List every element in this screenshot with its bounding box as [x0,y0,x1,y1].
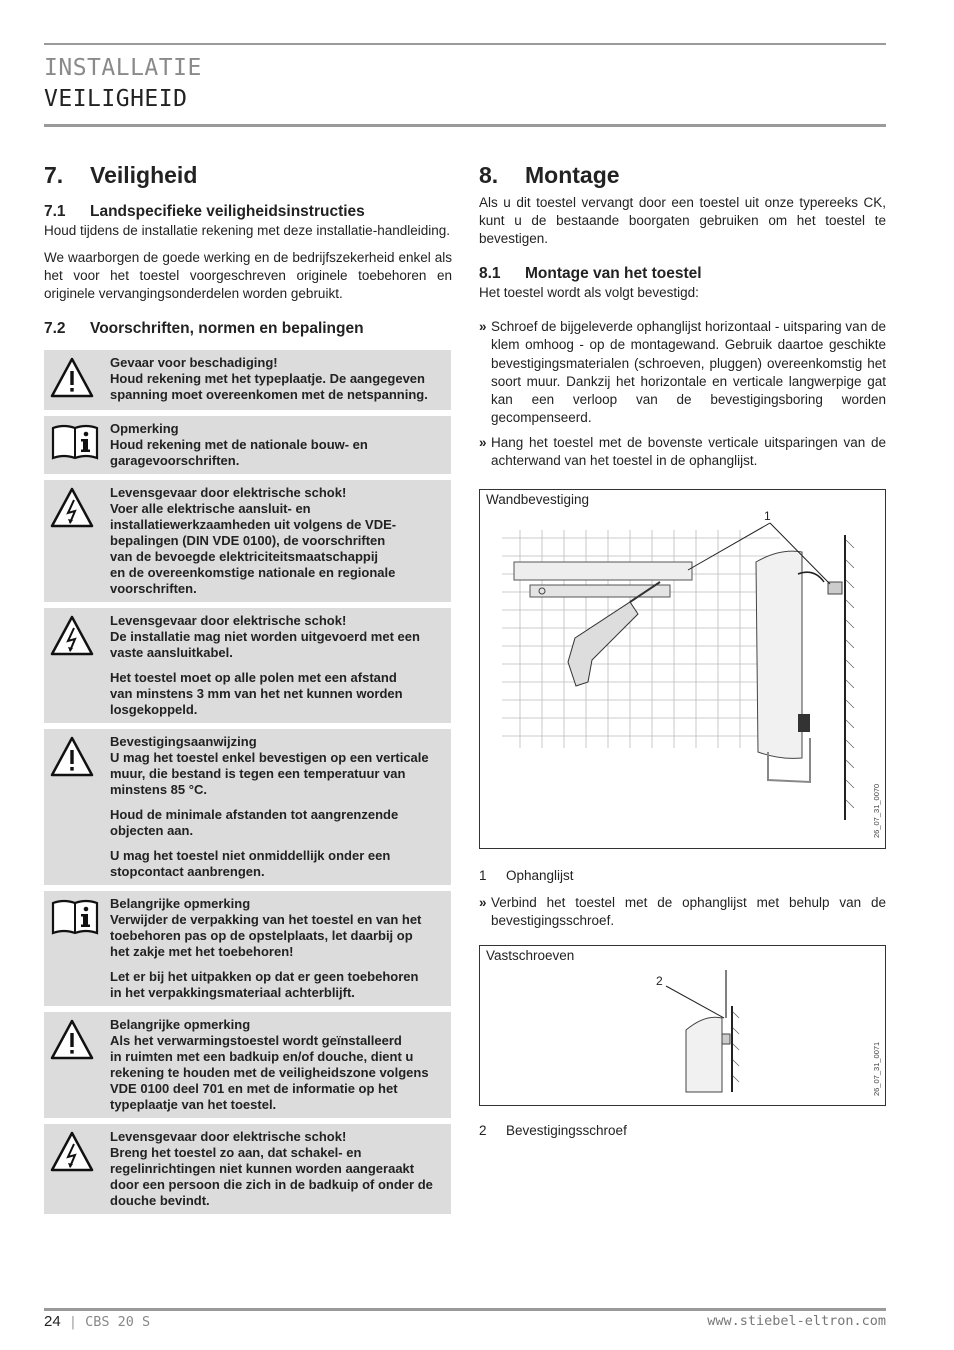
safety-notice [44,608,451,723]
safety-notice-line: douche bevindt. [110,1193,210,1208]
wall-mounting-illustration [480,490,885,848]
figure-screw-fastening [479,945,886,1106]
safety-notice-line: Levensgevaar door elektrische schok! [110,1129,347,1144]
safety-notice-line: U mag het toestel enkel bevestigen op een verticale [110,750,429,765]
figure-legend: 2 Bevestigingsschroef [479,1123,627,1138]
safety-notice-line: De installatie mag niet worden uitgevoerd met een [110,629,420,644]
info-book-icon [50,896,102,1001]
subsection-heading-7-1: 7.1 Landspecifieke veiligheidsinstructies [44,203,365,220]
safety-notice-text [102,485,396,597]
figure-code: 26_07_31_0070 [872,783,881,838]
safety-notice [44,729,451,885]
safety-notice-line: Levensgevaar door elektrische schok! [110,613,347,628]
instruction-step: » Schroef de bijgeleverde ophanglijst horizontaal - uitsparing van de klem omhoog - op de montagewand. Gebruik daartoe geschikte bevestigingsmaterialen (schroeven, pluggen) overeenkomstig het soort muur. Dankzij het horizontale en verticale langwerpige gat kan een verloop van de bevestigingsboring worden gecompenseerd. [479,319,886,426]
electric-shock-icon [50,485,102,597]
safety-notice-line: bepalingen (DIN VDE 0100), de voorschriften [110,533,386,548]
safety-notice-text [102,1129,433,1209]
safety-notice-line: Als het verwarmingstoestel wordt geïnstalleerd [110,1033,402,1048]
screw-fastening-illustration [480,946,885,1105]
safety-notice [44,480,451,602]
instruction-step: » Hang het toestel met de bovenste verticale uitsparingen van de achterwand van het toestel in de ophanglijst. [479,434,886,469]
safety-notice-text [102,734,429,880]
safety-notice-line: objecten aan. [110,823,194,838]
safety-notice-line: in ruimten met een badkuip en/of douche, dient u [110,1049,414,1064]
safety-notice-line: regelinrichtingen niet kunnen worden aangeraakt [110,1161,415,1176]
safety-notice-text [102,896,421,1001]
safety-notice-line: U mag het toestel niet onmiddellijk onder een [110,848,391,863]
warning-icon [50,734,102,880]
safety-notice-line: rekening te houden met de veiligheidszone volgens [110,1065,429,1080]
safety-notice-line: in het verpakkingsmateriaal achterblijft. [110,985,355,1000]
warning-icon [50,355,102,405]
left-column [44,160,452,1220]
safety-notice-line: stopcontact aanbrengen. [110,864,265,879]
safety-notice-line: installatiewerkzaamheden uit volgens de VDE- [110,517,397,532]
safety-notice-line: losgekoppeld. [110,702,198,717]
safety-notice-line: garagevoorschriften. [110,453,240,468]
safety-notice-line: VDE 0100 deel 701 en met de informatie op het [110,1081,398,1096]
paragraph: Houd tijdens de installatie rekening met deze installatie-handleiding. [44,223,451,238]
electric-shock-icon [50,1129,102,1209]
figure-code: 26_07_31_0071 [872,1041,881,1096]
paragraph: Het toestel wordt als volgt bevestigd: [479,285,699,300]
safety-notice [44,350,451,410]
safety-notice-text [102,355,428,405]
safety-notice-line: Opmerking [110,421,179,436]
paragraph: Als u dit toestel vervangt door een toestel uit onze typereeks CK, kunt u de bestaande boorgaten gebruiken om het toestel te bevestigen. [479,195,886,246]
safety-notice-line: Let er bij het uitpakken op dat er geen toebehoren [110,969,419,984]
safety-notice-line: Houd rekening met het typeplaatje. De aangegeven [110,371,425,386]
safety-notice-text [102,421,368,469]
safety-notice-line: Houd rekening met de nationale bouw- en [110,437,368,452]
website-link[interactable]: www.stiebel-eltron.com [707,1313,886,1329]
safety-notice-line: door een persoon die zich in de badkuip of onder de [110,1177,433,1192]
safety-notice-text [102,1017,429,1113]
model-name: CBS 20 S [85,1314,151,1330]
safety-notice-line: minstens 85 °C. [110,782,207,797]
safety-notice-line: Houd de minimale afstanden tot aangrenzende [110,807,399,822]
safety-notice-line: en de overeenkomstige nationale en regionale [110,565,396,580]
section-heading-8: 8. Montage [479,162,620,188]
right-column [479,160,886,470]
page-title: VEILIGHEID [44,86,188,112]
safety-notice-list [44,350,452,1214]
figure-caption: Wandbevestiging [486,492,590,507]
safety-notice-line: Verwijder de verpakking van het toestel en van het [110,912,422,927]
footer-left [44,1313,150,1330]
figure-legend: 1 Ophanglijst [479,868,574,883]
subsection-heading-7-2: 7.2 Voorschriften, normen en bepalingen [44,320,364,337]
subsection-heading-8-1: 8.1 Montage van het toestel [479,265,702,282]
section-heading-7: 7. Veiligheid [44,162,198,188]
safety-notice-line: voorschriften. [110,581,197,596]
safety-notice-line: Breng het toestel zo aan, dat schakel- en [110,1145,362,1160]
safety-notice-line: het zakje met het toebehoren! [110,944,294,959]
figure-callout-label: 2 [656,974,663,988]
safety-notice-line: vaste aansluitkabel. [110,645,233,660]
safety-notice-line: Belangrijke opmerking [110,896,251,911]
safety-notice-line: Het toestel moet op alle polen met een afstand [110,670,397,685]
safety-notice [44,1124,451,1214]
instruction-step: » Verbind het toestel met de ophanglijst met behulp van de bevestigingsschroef. [479,895,886,929]
figure-callout-label: 1 [764,509,771,523]
safety-notice-line: spanning moet overeenkomen met de netspanning. [110,387,428,402]
electric-shock-icon [50,613,102,718]
header-bottom-rule [44,124,886,127]
safety-notice-line: typeplaatje van het toestel. [110,1097,277,1112]
safety-notice-line: Levensgevaar door elektrische schok! [110,485,347,500]
safety-notice [44,891,451,1006]
page-number: 24 [44,1313,61,1330]
safety-notice-line: Voer alle elektrische aansluit- en [110,501,311,516]
warning-icon [50,1017,102,1113]
figure-caption: Vastschroeven [486,948,575,963]
footer-rule [44,1308,886,1311]
chapter-label: INSTALLATIE [44,55,202,81]
safety-notice-line: Gevaar voor beschadiging! [110,355,278,370]
safety-notice [44,416,451,474]
safety-notice [44,1012,451,1118]
safety-notice-line: toebehoren pas op de opstelplaats, let daarbij op [110,928,413,943]
figure-wall-mounting [479,489,886,849]
safety-notice-line: muur, die bestand is tegen een temperatuur van [110,766,406,781]
safety-notice-line: Bevestigingsaanwijzing [110,734,257,749]
safety-notice-line: van minstens 3 mm van het net kunnen worden [110,686,403,701]
paragraph: We waarborgen de goede werking en de bedrijfszekerheid enkel als het voor het toestel voorgeschreven originele toebehoren en originele vervangingsonderdelen worden gebruikt. [44,250,452,301]
info-book-icon [50,421,102,469]
safety-notice-text [102,613,420,718]
header-top-rule [44,43,886,45]
safety-notice-line: Belangrijke opmerking [110,1017,251,1032]
safety-notice-line: van de bevoegde elektriciteitsmaatschappij [110,549,379,564]
footer-separator: | [68,1314,77,1330]
